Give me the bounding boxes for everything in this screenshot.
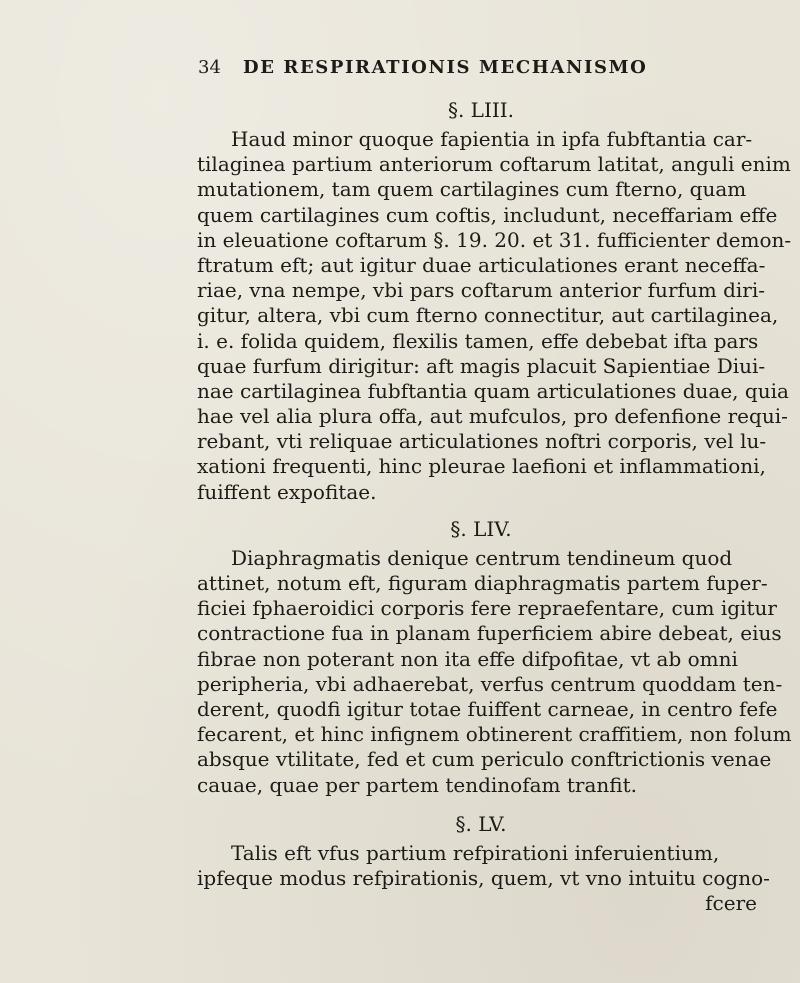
text-line: nae cartilaginea fubftantia quam articulationes duae, quia (197, 378, 789, 403)
page-number: 34 (198, 57, 221, 78)
paragraph-lv (197, 840, 770, 917)
text-line: ficiei fphaeroidici corporis fere repraefentare, cum igitur (197, 596, 777, 621)
text-line: fuiffent expofitae. (197, 479, 377, 504)
section-title-liii: §. LIII. (447, 98, 515, 122)
text-line: xationi frequenti, hinc pleurae laefioni et inflammationi, (197, 454, 766, 479)
text-line: fecarent, et hinc infignem obtinerent craffitiem, non folum (197, 722, 792, 747)
text-line: tilaginea partium anteriorum coftarum latitat, anguli enim (197, 152, 791, 177)
section-title-liv: §. LIV. (450, 516, 512, 541)
catchword: fcere (705, 891, 757, 916)
text-line: cauae, quae per partem tendinofam tranfit. (197, 772, 637, 797)
text-line: Haud minor quoque fapientia in ipfa fubftantia car- (231, 127, 753, 151)
text-line: mutationem, tam quem cartilagines cum fterno, quam (197, 177, 747, 202)
text-line: in eleuatione coftarum §. 19. 20. et 31. fufficienter demon- (197, 227, 792, 252)
text-line: ftratum eft; aut igitur duae articulationes erant neceffa- (197, 252, 766, 277)
text-line: Diaphragmatis denique centrum tendineum quod (231, 545, 733, 570)
text-line: gitur, altera, vbi cum fterno connectitur, aut cartilaginea, (197, 303, 779, 328)
text-block (197, 93, 792, 916)
text-line: hae vel alia plura offa, aut mufculos, pro defenfione requi- (197, 404, 788, 429)
text-line: quae furfum dirigitur: aft magis placuit Sapientiae Diui- (197, 353, 766, 378)
text-line: peripheria, vbi adhaerebat, verfus centrum quoddam ten- (197, 671, 783, 696)
text-line: ipfeque modus refpirationis, quem, vt vno intuitu cogno- (197, 865, 770, 890)
text-line: rebant, vti reliquae articulationes noftri corporis, vel lu- (197, 429, 767, 454)
text-line: Talis eft vfus partium refpirationi inferuientium, (231, 840, 720, 865)
paragraph-liv (197, 545, 792, 798)
text-line: attinet, notum eft, figuram diaphragmatis partem fuper- (197, 571, 768, 595)
text-line: contractione fua in planam fuperficiem abire debeat, eius (197, 621, 782, 646)
paragraph-liii (197, 127, 792, 505)
text-line: absque vtilitate, fed et cum periculo conftrictionis venae (197, 747, 772, 772)
text-line: fibrae non poterant non ita effe difpofitae, vt ab omni (197, 646, 738, 671)
text-line: quem cartilagines cum coftis, includunt, neceffariam effe (197, 202, 778, 227)
text-line: riae, vna nempe, vbi pars coftarum anterior furfum diri- (197, 278, 766, 303)
section-title-lv: §. LV. (455, 811, 507, 836)
running-title: DE RESPIRATIONIS MECHANISMO (243, 57, 648, 78)
text-line: derent, quodfi igitur totae fuiffent carneae, in centro fefe (197, 696, 778, 721)
text-line: i. e. folida quidem, flexilis tamen, effe debebat ifta pars (197, 328, 759, 353)
